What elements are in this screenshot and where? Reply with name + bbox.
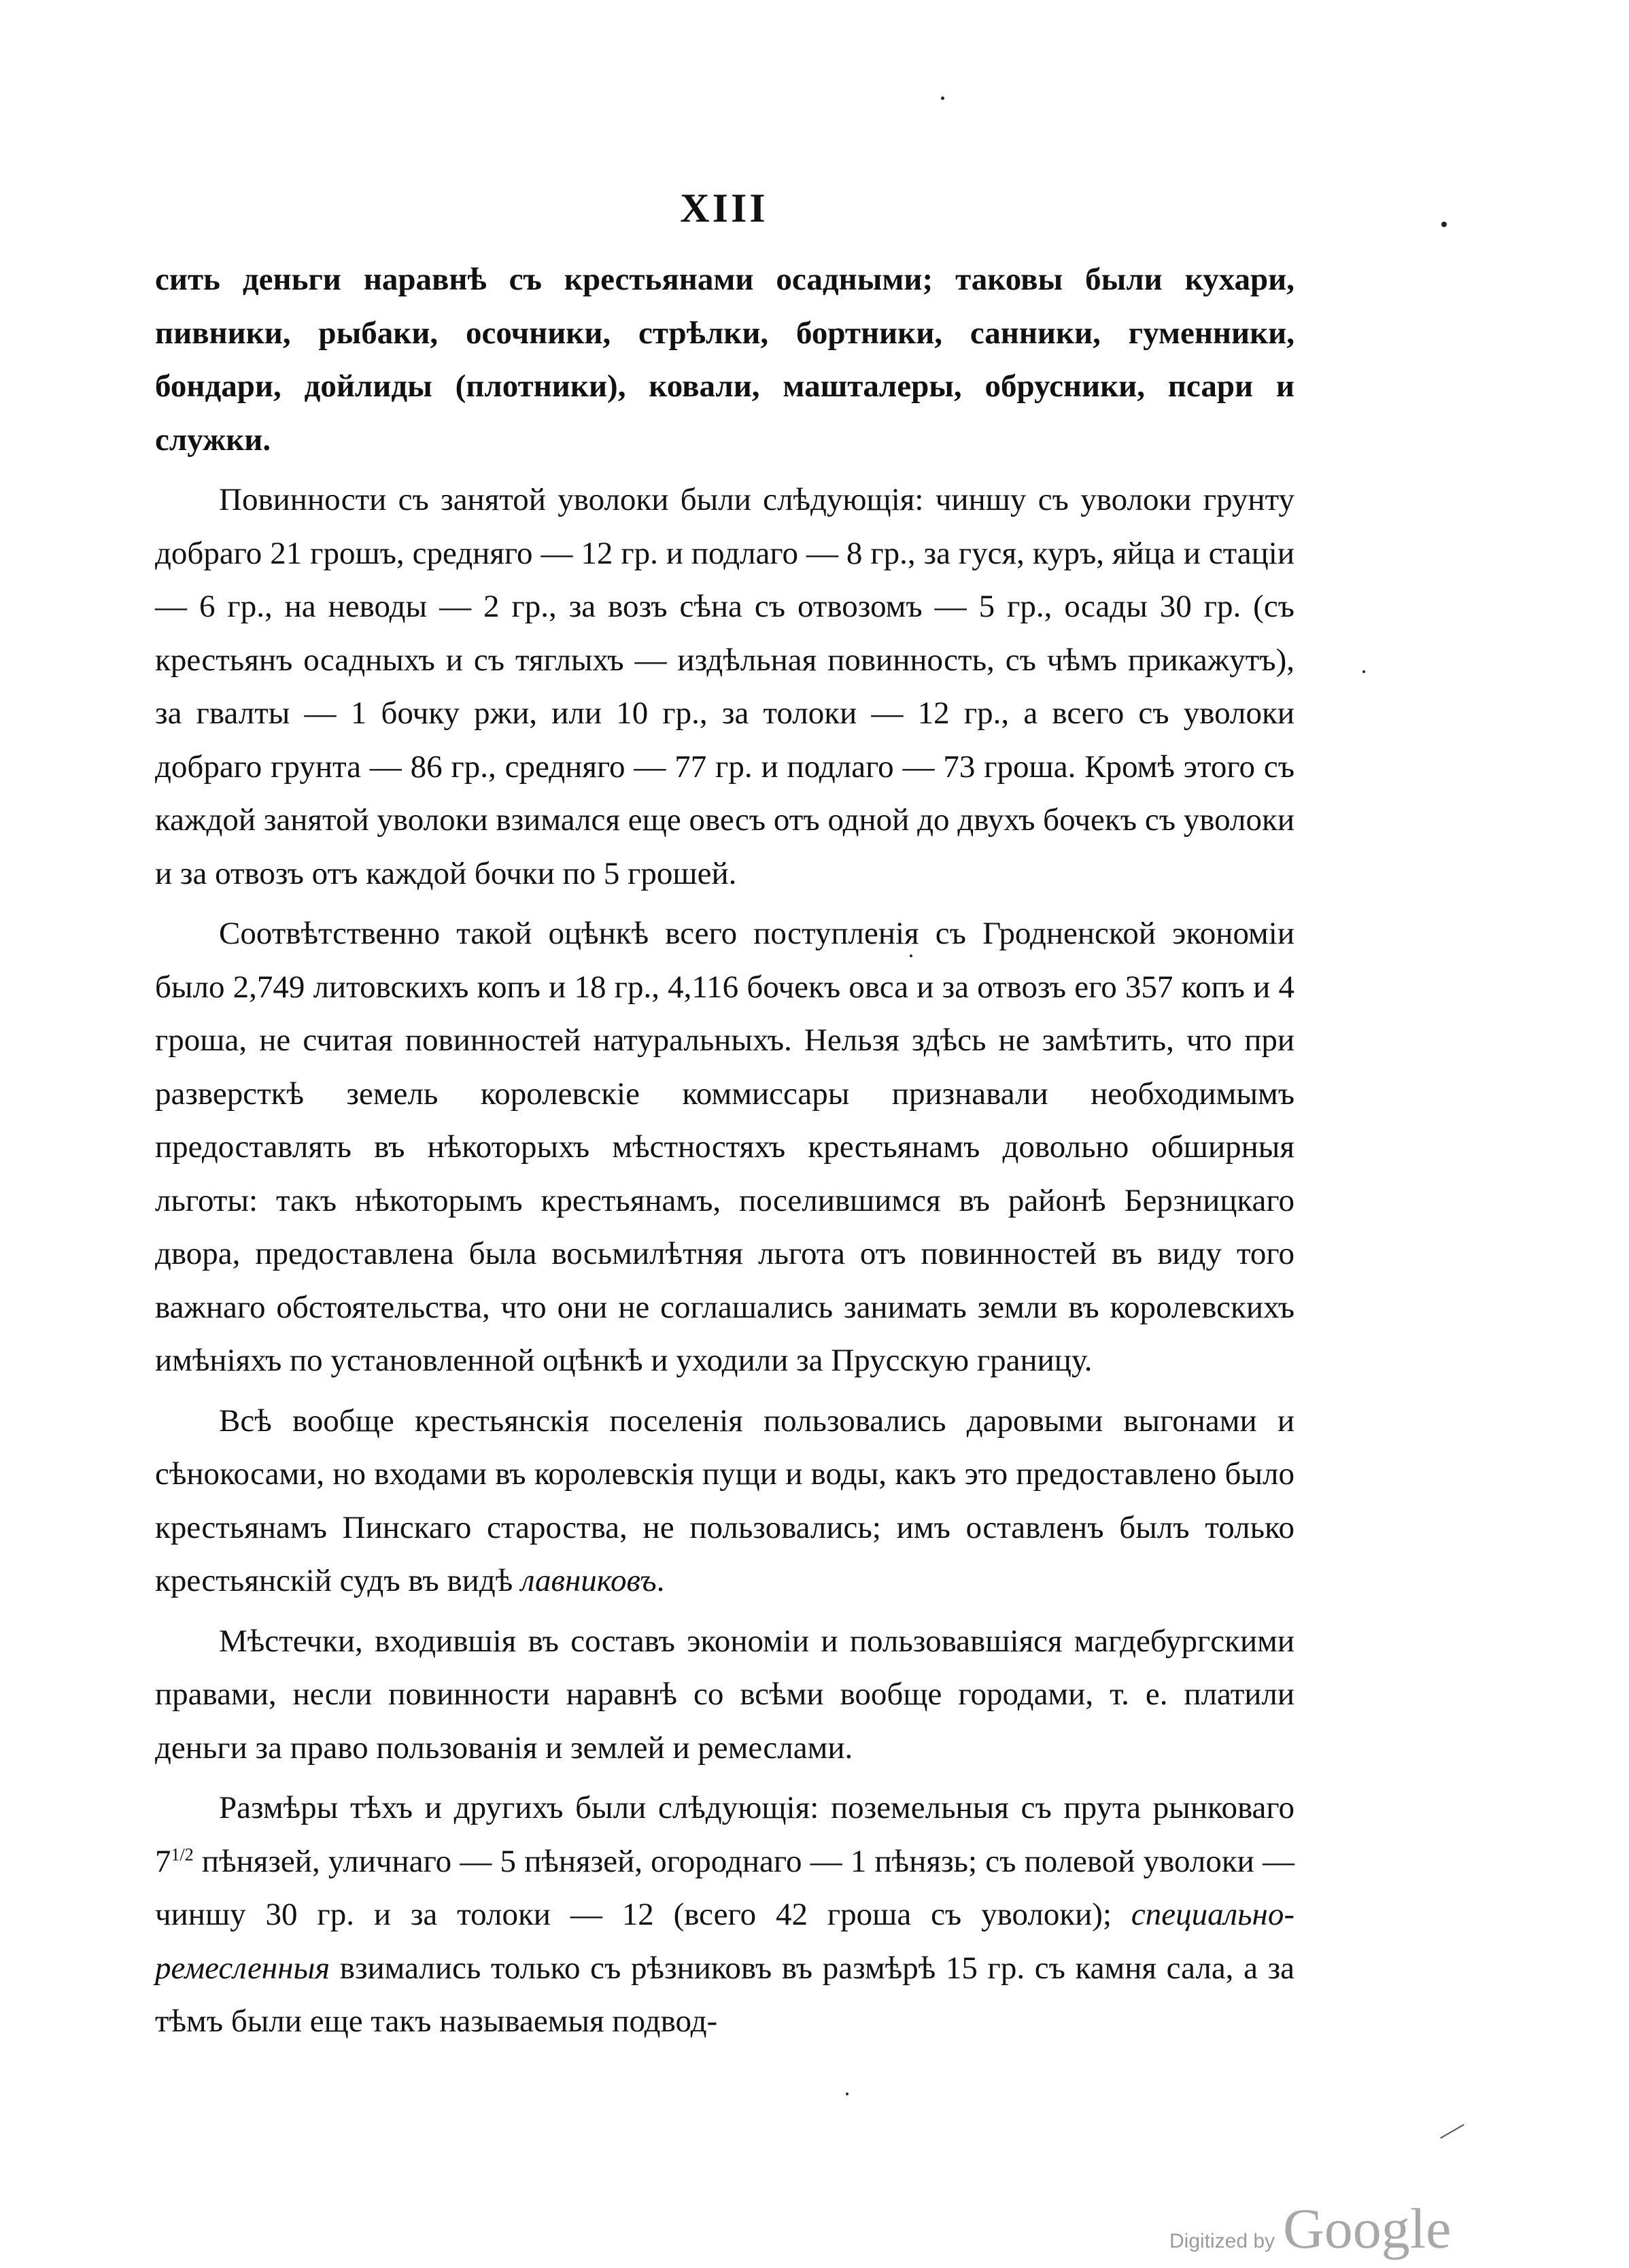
google-logo: Google <box>1283 2197 1452 2261</box>
watermark-prefix: Digitized by <box>1169 2230 1275 2252</box>
scan-speck <box>1362 670 1365 673</box>
fraction-superscript: 1/2 <box>171 1844 194 1864</box>
paragraph-text: . <box>656 1563 665 1598</box>
paragraph-text: сить деньги наравнѣ съ крестьянами осадными; таковы были кухари, пивники, рыбаки, осочники, стрѣлки, бортники, санники, гуменники, бондари, дойлиды (плотники), ковали, маштaлеры, обрусники, псари и служки. <box>155 262 1294 458</box>
paragraph-2 <box>155 473 1294 900</box>
paragraph-text: Размѣры тѣхъ и другихъ были слѣдующія: поземельныя съ прута рынковаго 7 <box>155 1790 1294 1879</box>
italic-term: лавниковъ <box>520 1563 657 1598</box>
scan-speck <box>846 2093 848 2095</box>
paragraph-6 <box>155 1781 1294 2048</box>
digitized-watermark <box>1169 2196 1496 2261</box>
scan-mark <box>1440 2124 1464 2139</box>
body-text <box>155 253 1294 2048</box>
scan-speck <box>1441 222 1447 227</box>
paragraph-text: Мѣстечки, входившія въ составъ экономiи и пользовавшіяся магдебургскими правами, несли повинности наравнѣ со всѣми вообще городами, т. е. платили деньги за право пользованія и землей и ремеслами. <box>155 1623 1294 1766</box>
scan-speck <box>941 97 944 100</box>
paragraph-text: Соотвѣтственно такой оцѣнкѣ всего поступленія съ Гродненской экономiи было 2,749 литовскихъ копъ и 18 гр., 4,116 бочекъ овса и за отвозъ его 357 копъ и 4 гроша, не считая повинностей натуральныхъ. Нельзя здѣсь не замѣтить, что при разверсткѣ земель королевскіе коммиссары признавали необходимымъ предоставлять въ нѣкоторыхъ мѣстностяхъ крестьянамъ довольно обширныя льготы: такъ нѣкоторымъ крестьянамъ, поселившимся въ районѣ Берзницкаго двора, предоставлена была восьмилѣтняя льгота отъ повинностей въ виду того важнаго обстоятельства, что они не соглашались занимать земли въ королевскихъ имѣніяхъ по установленной оцѣнкѣ и уходили за Прусскую границу. <box>155 916 1294 1378</box>
page-number: XIII <box>680 186 768 230</box>
paragraph-1 <box>155 253 1294 466</box>
paragraph-text: пѣнязей, уличнаго — 5 пѣнязей, огороднаго — 1 пѣнязь; съ полевой уволоки — чиншу 30 гр. и за толоки — 12 (всего 42 гроша съ уволоки); <box>155 1843 1294 1932</box>
paragraph-5 <box>155 1615 1294 1775</box>
paragraph-text: Всѣ вообще крестьянскія поселенія пользовались даровыми выгонами и сѣнокосами, но входами въ королевскія пущи и воды, какъ это предоставлено было крестьянамъ Пинскаго староства, не пользовались; имъ оставленъ былъ только крестьянскiй судъ въ видѣ <box>155 1403 1294 1598</box>
italic-term: специально-ремесленныя <box>155 1897 1294 1986</box>
paragraph-text: Повинности съ занятой уволоки были слѣдующія: чиншу съ уволоки грунту добраго 21 грошъ, средняго — 12 гр. и подлаго — 8 гр., за гуся, куръ, яйца и стацiи — 6 гр., на неводы — 2 гр., за возъ сѣна съ отвозомъ — 5 гр., осады 30 гр. (съ крестьянъ осадныхъ и съ тяглыхъ — издѣльная повинность, съ чѣмъ прикажутъ), за гвалты — 1 бочку ржи, или 10 гр., за толоки — 12 гр., а всего съ уволоки добраго грунта — 86 гр., средняго — 77 гр. и подлаго — 73 гроша. Кромѣ этого съ каждой занятой уволоки взимался еще овесъ отъ одной до двухъ бочекъ съ уволоки и за отвозъ отъ каждой бочки по 5 грошей. <box>155 482 1294 891</box>
paragraph-text: взимались только съ рѣзниковъ въ размѣрѣ 15 гр. съ камня сала, а за тѣмъ были еще такъ называемыя подвод- <box>155 1950 1294 2039</box>
paragraph-3 <box>155 907 1294 1388</box>
paragraph-4 <box>155 1394 1294 1608</box>
scan-speck <box>910 955 912 957</box>
